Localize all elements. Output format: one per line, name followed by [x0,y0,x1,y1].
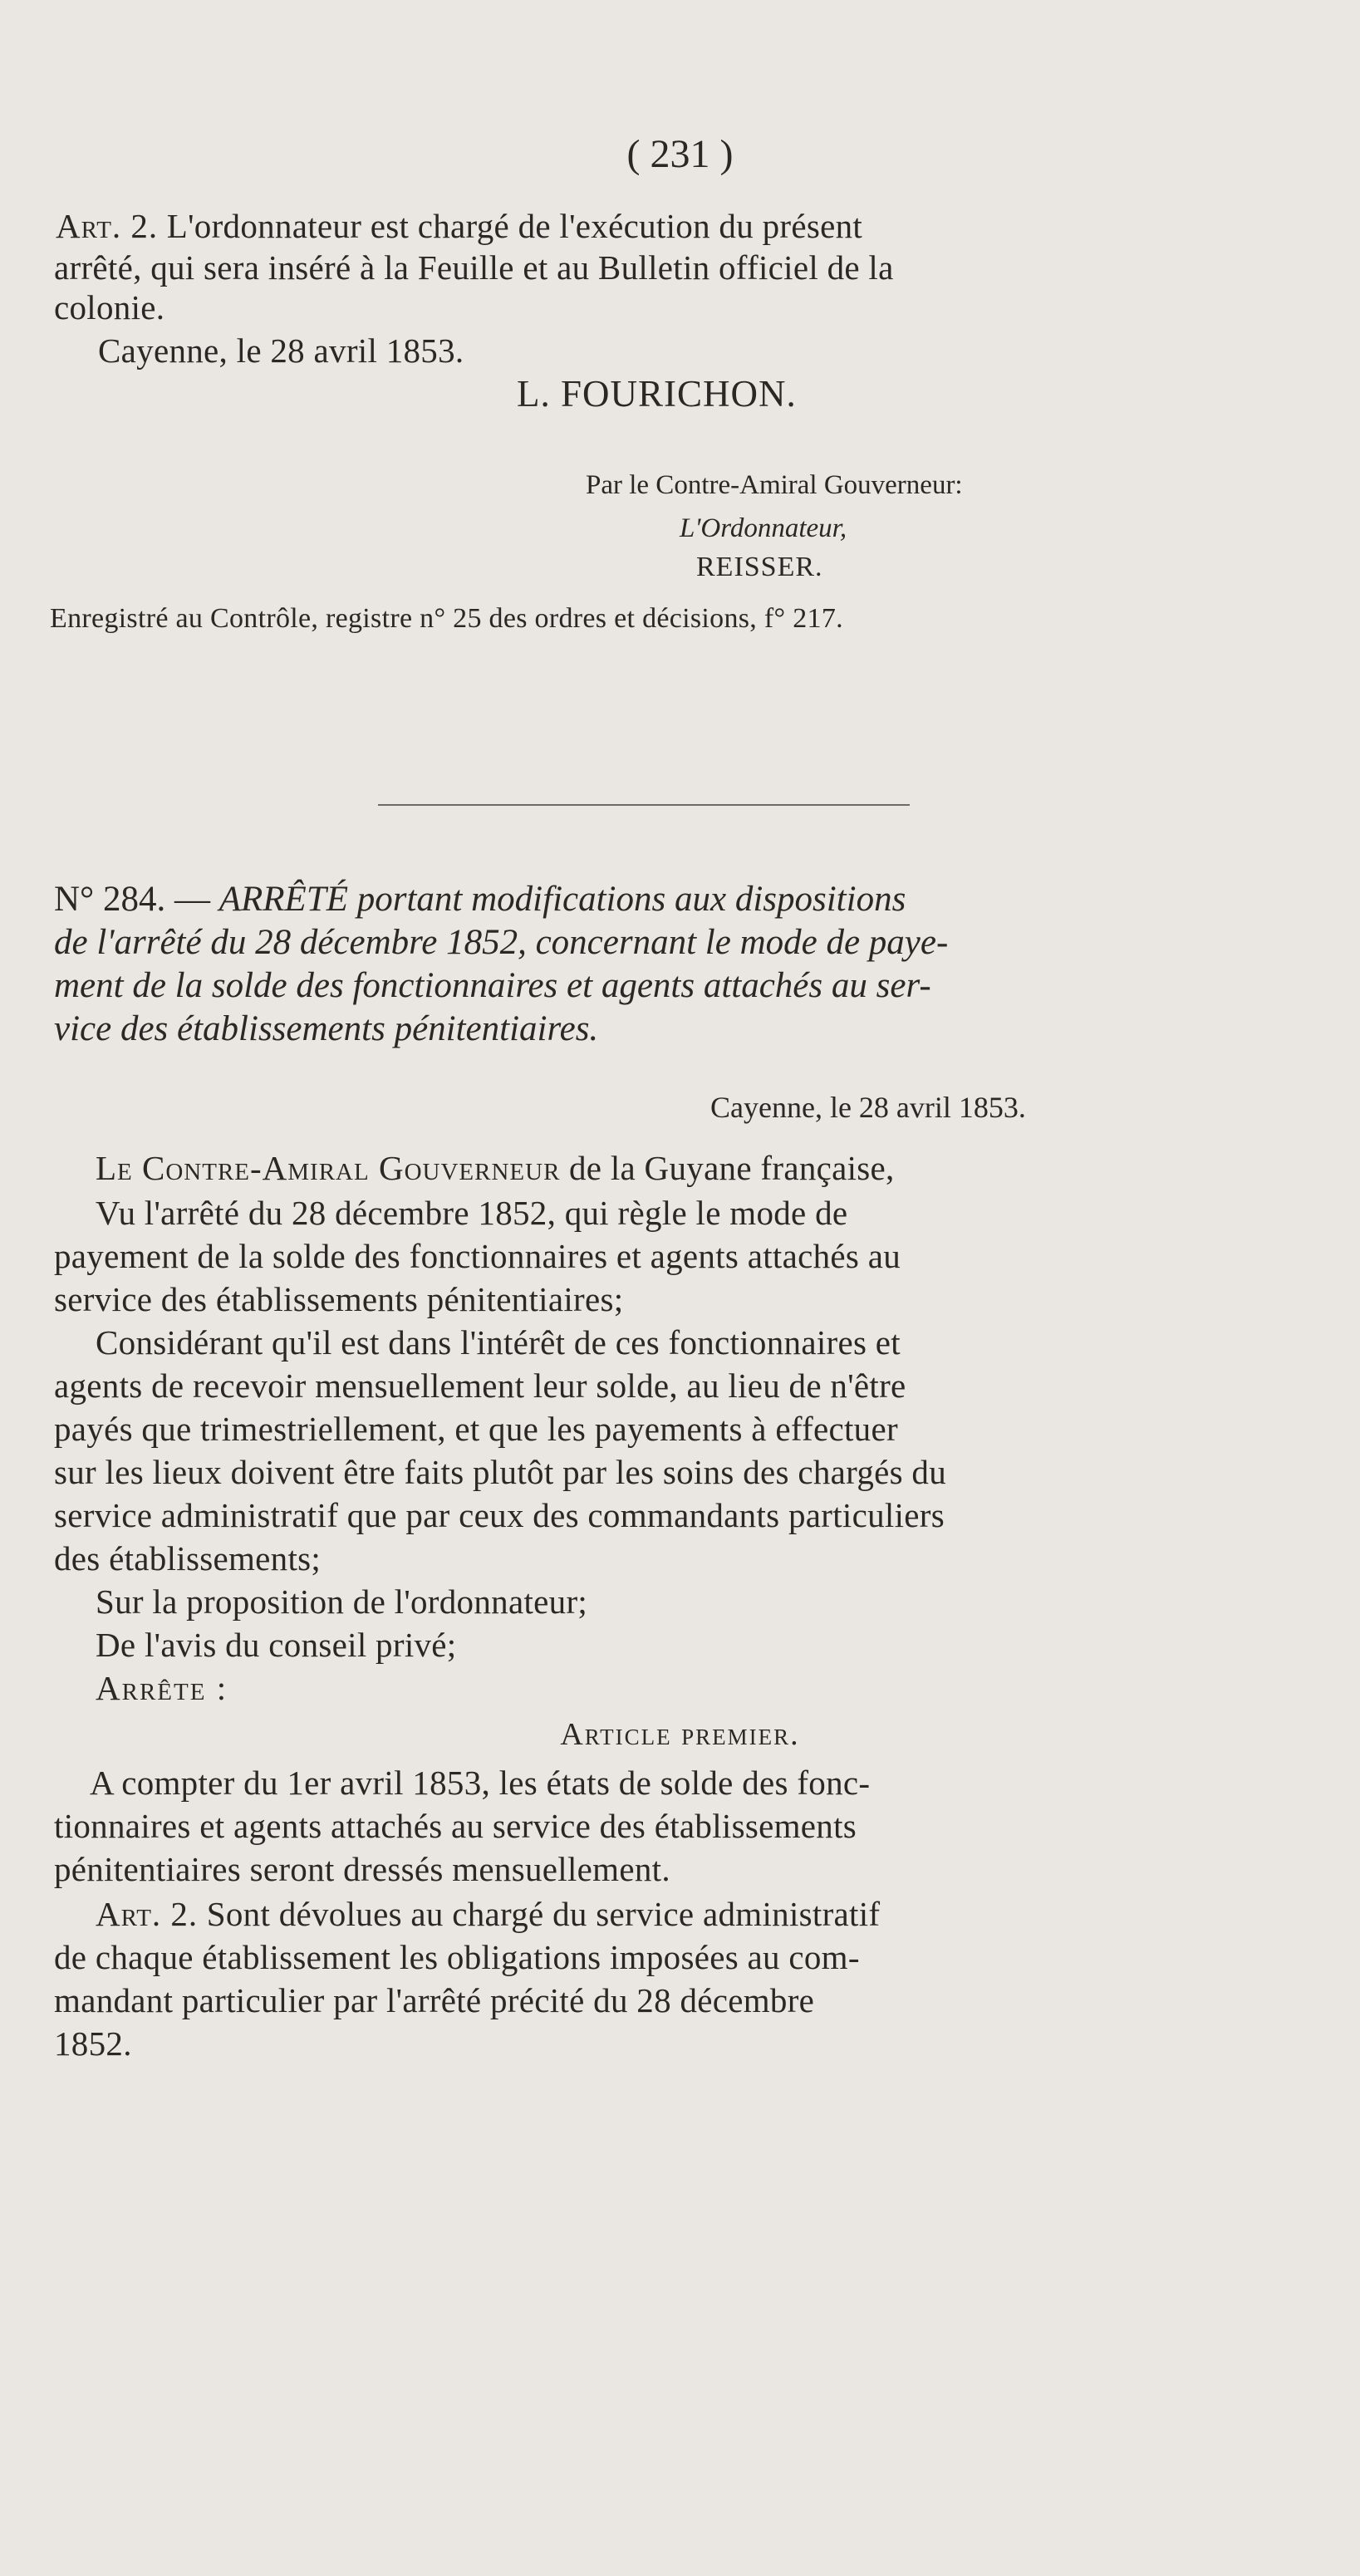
body-line: De l'avis du conseil privé; [96,1626,457,1664]
decree-heading-line-3: ment de la solde des fonctionnaires et agents attachés au ser- [54,966,931,1005]
governor-title: Le Contre-Amiral Gouverneur [96,1149,561,1187]
article-2b-line-4: 1852. [54,2024,132,2063]
decree-heading-line-1 [54,879,906,920]
article-2-line-3: colonie. [54,288,165,326]
governor-line [96,1148,895,1188]
decree-number: N° 284. — [54,880,210,919]
body-line: Sur la proposition de l'ordonnateur; [96,1582,588,1621]
article-1-line-3: pénitentiaires seront dressés mensuellement. [54,1850,670,1888]
article-2b-line-3: mandant particulier par l'arrêté précité du 28 décembre [54,1981,815,2019]
page-number: ( 231 ) [626,132,734,176]
decree-title: ARRÊTÉ portant modifications aux dispositions [218,880,906,919]
signing-date: Cayenne, le 28 avril 1853. [98,331,464,370]
body-line: Vu l'arrêté du 28 décembre 1852, qui règle le mode de [96,1194,848,1232]
article-label: Art. 2. [56,207,159,245]
article-2-line-1 [56,206,862,246]
article-2b-line-2: de chaque établissement les obligations imposées au com- [54,1938,860,1976]
governor-rest: de la Guyane française, [568,1149,895,1187]
article-1-line-1: A compter du 1er avril 1853, les états de solde des fonc- [90,1764,871,1802]
ordonnateur-label: L'Ordonnateur, [680,513,847,543]
article-2b-line-1 [96,1894,880,1934]
article-2b-label: Art. 2. [96,1895,199,1933]
body-line: des établissements; [54,1539,322,1577]
countersign-line: Par le Contre-Amiral Gouverneur: [586,470,963,500]
body-line: sur les lieux doivent être faits plutôt par les soins des chargés du [54,1453,947,1491]
ordonnateur-name: REISSER. [696,552,823,582]
article-text: L'ordonnateur est chargé de l'exécution du présent [166,207,863,245]
body-line: agents de recevoir mensuellement leur solde, au lieu de n'être [54,1367,906,1405]
body-line: service des établissements pénitentiaires; [54,1280,624,1318]
body-line: payés que trimestriellement, et que les payements à effectuer [54,1410,898,1448]
decree-heading-line-2: de l'arrêté du 28 décembre 1852, concernant le mode de paye- [54,923,949,962]
decree-heading-line-4: vice des établissements pénitentiaires. [54,1009,599,1048]
body-line: Considérant qu'il est dans l'intérêt de ces fonctionnaires et [96,1323,901,1362]
registration-note: Enregistré au Contrôle, registre n° 25 des ordres et décisions, f° 217. [50,603,843,634]
article-premier-heading: Article premier. [560,1717,800,1752]
signature: L. FOURICHON. [517,373,797,415]
article-2b-text: Sont dévolues au chargé du service administratif [206,1895,881,1933]
article-1-line-2: tionnaires et agents attachés au service des établissements [54,1807,857,1845]
section-divider [378,804,910,806]
article-2-line-2: arrêté, qui sera inséré à la Feuille et au Bulletin officiel de la [54,248,894,287]
arrete-heading: Arrête : [96,1669,228,1707]
body-line: service administratif que par ceux des commandants particuliers [54,1496,945,1534]
decree-place-date: Cayenne, le 28 avril 1853. [710,1091,1026,1124]
body-line: payement de la solde des fonctionnaires et agents attachés au [54,1237,901,1275]
